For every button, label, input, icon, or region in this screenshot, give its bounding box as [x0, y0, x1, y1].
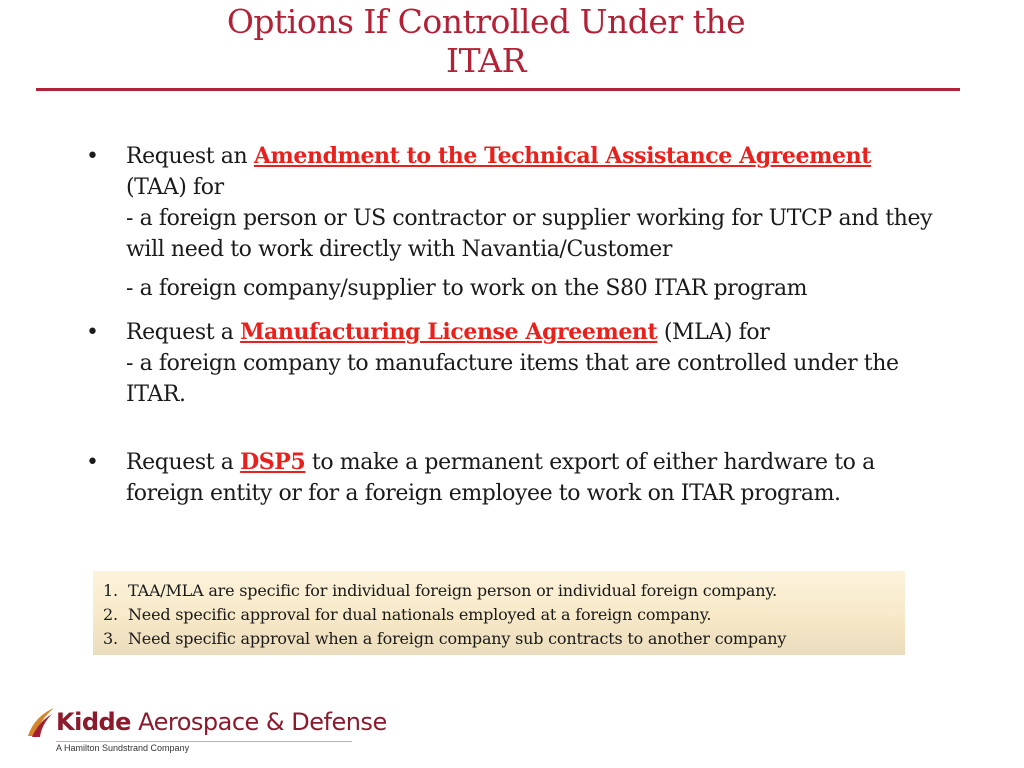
bullet-sub-1: - a foreign company to manufacture items that are controlled under the ITAR. — [126, 351, 899, 407]
title-line-1: Options If Controlled Under the — [226, 2, 746, 41]
notes-box — [93, 571, 905, 655]
bullet-sub-1: - a foreign person or US contractor or supplier working for UTCP and they will need to work directly with Navantia/Customer — [126, 206, 933, 262]
bullet-marker: • — [86, 320, 99, 345]
bullet-lead: Request a — [126, 450, 241, 475]
bullet-tail: (TAA) for — [126, 175, 224, 200]
title-underline — [36, 88, 960, 91]
note-item — [103, 579, 895, 603]
note-number: 1. — [103, 581, 118, 600]
note-number: 2. — [103, 605, 118, 624]
note-text: TAA/MLA are specific for individual foreign person or individual foreign company. — [128, 581, 777, 600]
note-text: Need specific approval when a foreign company sub contracts to another company — [128, 629, 787, 648]
bullet-lead: Request a — [126, 320, 241, 345]
bullet-sub-2: - a foreign company/supplier to work on the S80 ITAR program — [126, 276, 808, 301]
bullet-tail: (MLA) for — [657, 320, 770, 345]
bullet-list — [86, 141, 946, 509]
logo-tagline: A Hamilton Sundstrand Company — [56, 743, 190, 753]
company-logo — [26, 700, 387, 756]
logo-divider — [56, 741, 352, 742]
note-item — [103, 603, 895, 627]
note-number: 3. — [103, 629, 118, 648]
taa-link[interactable]: Amendment to the Technical Assistance Agreement — [253, 143, 871, 169]
logo-brand-bold: Kidde — [56, 708, 131, 736]
bullet-marker: • — [86, 144, 99, 169]
dsp5-link[interactable]: DSP5 — [240, 449, 306, 475]
bullet-tail: to make a permanent export of either hardware to a foreign entity or for a foreign employee to work on ITAR program. — [126, 450, 875, 506]
note-text: Need specific approval for dual nationals employed at a foreign company. — [128, 605, 712, 624]
bullet-marker: • — [86, 450, 99, 475]
title-line-2: ITAR — [446, 41, 526, 80]
flame-swoosh-icon — [26, 706, 56, 740]
bullet-taa — [86, 141, 946, 317]
logo-brand-rest: Aerospace & Defense — [130, 708, 387, 736]
mla-link[interactable]: Manufacturing License Agreement — [240, 319, 658, 345]
bullet-dsp5 — [86, 447, 946, 509]
logo-brand-text — [56, 708, 387, 736]
note-item — [103, 627, 895, 651]
bullet-mla — [86, 317, 946, 447]
bullet-lead: Request an — [126, 144, 254, 169]
slide-title — [0, 2, 972, 80]
